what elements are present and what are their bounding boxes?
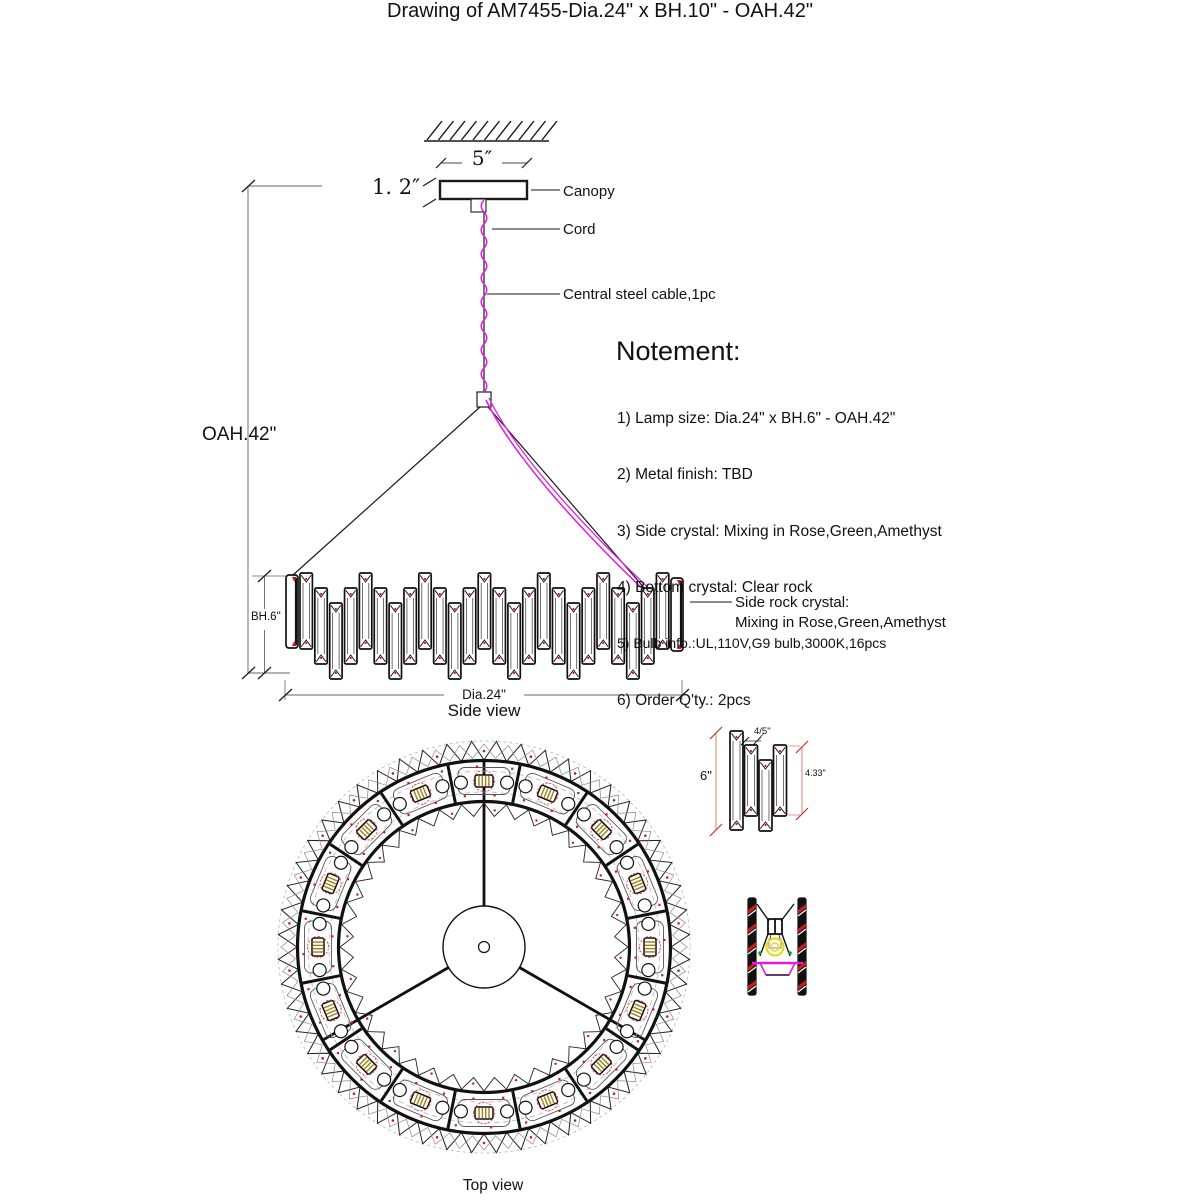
canopy-width-dimension: 5″ [462,147,502,170]
notement-item-1: 1) Lamp size: Dia.24" x BH.6" - OAH.42" [617,409,896,427]
bulb-section-drawing [748,898,806,995]
dia-dimension-label: Dia.24" [444,687,524,703]
steel-cable-label: Central steel cable,1pc [563,286,716,303]
ceiling-hatch [424,121,557,141]
drawing-title: Drawing of AM7455-Dia.24" x BH.10" - OAH.42" [387,0,813,22]
notement-item-5: 5) Bulb info.:UL,110V,G9 bulb,3000K,16pcs [617,635,887,652]
notement-item-6: 6) Order Q'ty.: 2pcs [617,691,751,709]
side-rock-crystal-label-line1: Side rock crystal: [735,594,850,611]
detail-short-height-dimension: 4.33" [805,768,826,778]
detail-width-dimension: 4/5" [754,726,771,737]
top-view-drawing [278,741,690,1153]
canopy-height-dimension: 1. 2″ [372,175,420,199]
notement-item-2: 2) Metal finish: TBD [617,466,753,484]
notement-heading: Notement: [616,336,741,366]
side-rock-crystal-label-line2: Mixing in Rose,Green,Amethyst [735,614,946,631]
notement-item-4: 4) Bottom crystal: Clear rock [617,578,813,596]
cord-label: Cord [563,221,596,238]
oah-dimension-label: OAH.42" [202,424,277,445]
top-view-label: Top view [462,1177,524,1194]
notement-item-3: 3) Side crystal: Mixing in Rose,Green,Amethyst [617,522,942,540]
bh-dimension-label: BH.6" [251,611,281,623]
canopy-label: Canopy [563,183,615,200]
notement-list [617,372,942,747]
side-view-label: Side view [447,701,521,720]
detail-tall-height-dimension: 6" [700,768,712,783]
